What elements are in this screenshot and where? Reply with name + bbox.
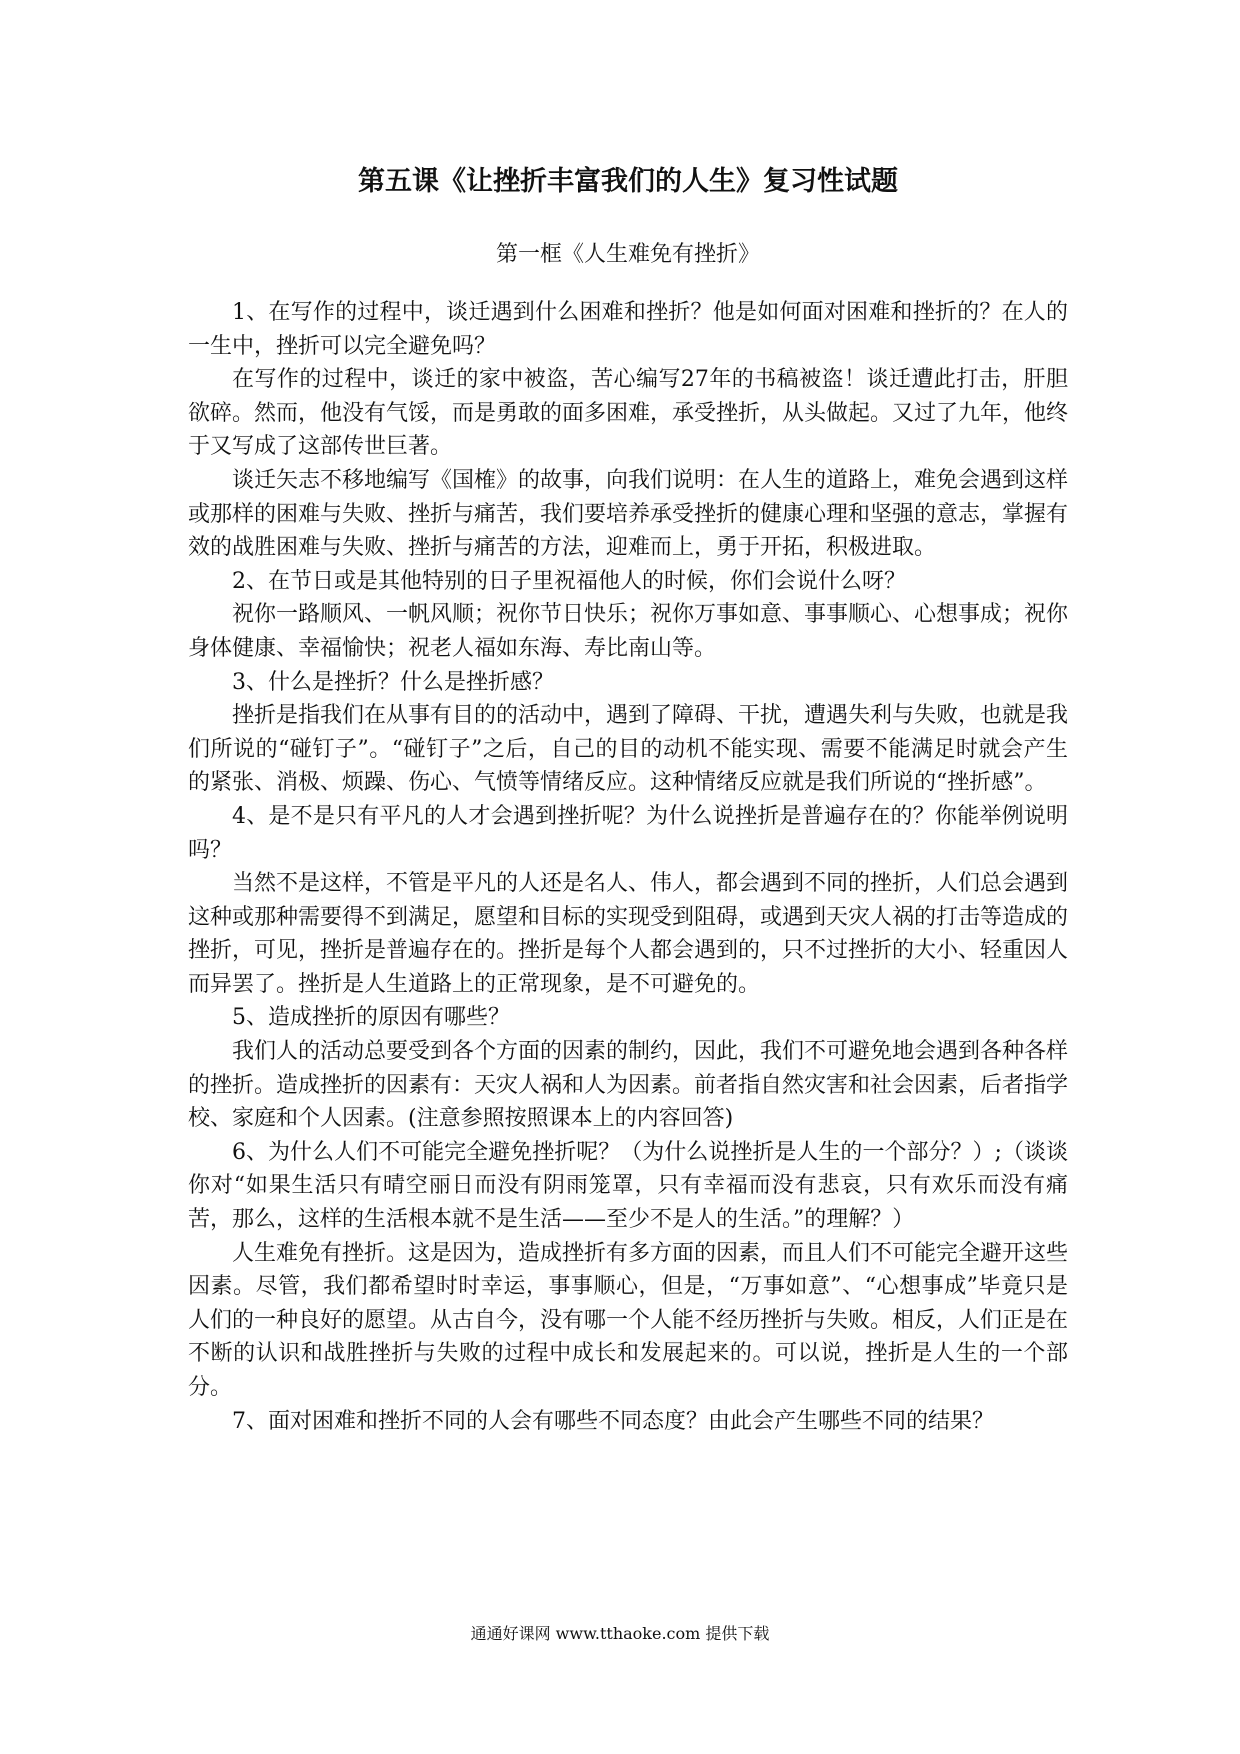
- paragraph: 6、为什么人们不可能完全避免挫折呢？（为什么说挫折是人生的一个部分？）;（谈谈你对“如果生活只有晴空丽日而没有阴雨笼罩，只有幸福而没有悲哀，只有欢乐而没有痛苦，那么，这样的生活根本就不是生活——至少不是人的生活。”的理解？）: [188, 1139, 1068, 1233]
- document-body: [188, 296, 1068, 1438]
- page-footer: 通通好课网 www.tthaoke.com 提供下载: [470, 1624, 770, 1643]
- paragraph: 人生难免有挫折。这是因为，造成挫折有多方面的因素，而且人们不可能完全避开这些因素。尽管，我们都希望时时幸运，事事顺心，但是，“万事如意”、“心想事成”毕竟只是人们的一种良好的愿望。从古自今，没有哪一个人能不经历挫折与失败。相反，人们正是在不断的认识和战胜挫折与失败的过程中成长和发展起来的。可以说，挫折是人生的一个部分。: [188, 1240, 1069, 1400]
- paragraph: 我们人的活动总要受到各个方面的因素的制约，因此，我们不可避免地会遇到各种各样的挫折。造成挫折的因素有：天灾人祸和人为因素。前者指自然灾害和社会因素，后者指学校、家庭和个人因素。(注意参照按照课本上的内容回答): [188, 1039, 1069, 1132]
- paragraph: 7、面对困难和挫折不同的人会有哪些不同态度？由此会产生哪些不同的结果？: [232, 1408, 994, 1434]
- paragraph: 挫折是指我们在从事有目的的活动中，遇到了障碍、干扰，遭遇失利与失败，也就是我们所说的“碰钉子”。“碰钉子”之后，自己的目的动机不能实现、需要不能满足时就会产生的紧张、消极、烦躁、伤心、气愤等情绪反应。这种情绪反应就是我们所说的“挫折感”。: [188, 703, 1069, 796]
- paragraph: 在写作的过程中，谈迁的家中被盗，苦心编写27年的书稿被盗！谈迁遭此打击，肝胆欲碎。然而，他没有气馁，而是勇敢的面多困难，承受挫折，从头做起。又过了九年，他终于又写成了这部传世巨著。: [188, 367, 1069, 460]
- paragraph: 2、在节日或是其他特别的日子里祝福他人的时候，你们会说什么呀？: [232, 568, 906, 594]
- paragraph: 3、什么是挫折？什么是挫折感？: [232, 669, 554, 695]
- paragraph: 5、造成挫折的原因有哪些？: [232, 1005, 510, 1031]
- document-title: 第五课《让挫折丰富我们的人生》复习性试题: [358, 166, 898, 197]
- section-subtitle: 第一框《人生难免有挫折》: [495, 242, 760, 267]
- paragraph: 当然不是这样，不管是平凡的人还是名人、伟人，都会遇到不同的挫折，人们总会遇到这种或那种需要得不到满足，愿望和目标的实现受到阻碍，或遇到天灾人祸的打击等造成的挫折，可见，挫折是普遍存在的。挫折是每个人都会遇到的，只不过挫折的大小、轻重因人而异罢了。挫折是人生道路上的正常现象，是不可避免的。: [188, 871, 1069, 997]
- paragraph: 1、在写作的过程中，谈迁遇到什么困难和挫折？他是如何面对困难和挫折的？在人的一生中，挫折可以完全避免吗？: [188, 300, 1068, 359]
- paragraph: 谈迁矢志不移地编写《国榷》的故事，向我们说明：在人生的道路上，难免会遇到这样或那样的困难与失败、挫折与痛苦，我们要培养承受挫折的健康心理和坚强的意志，掌握有效的战胜困难与失败、挫折与痛苦的方法，迎难而上，勇于开拓，积极进取。: [188, 467, 1069, 561]
- document-page: [188, 140, 1068, 1438]
- paragraph: 祝你一路顺风、一帆风顺；祝你节日快乐；祝你万事如意、事事顺心、心想事成；祝你身体健康、幸福愉快；祝老人福如东海、寿比南山等。: [188, 602, 1069, 661]
- paragraph: 4、是不是只有平凡的人才会遇到挫折呢？为什么说挫折是普遍存在的？你能举例说明吗？: [188, 803, 1068, 863]
